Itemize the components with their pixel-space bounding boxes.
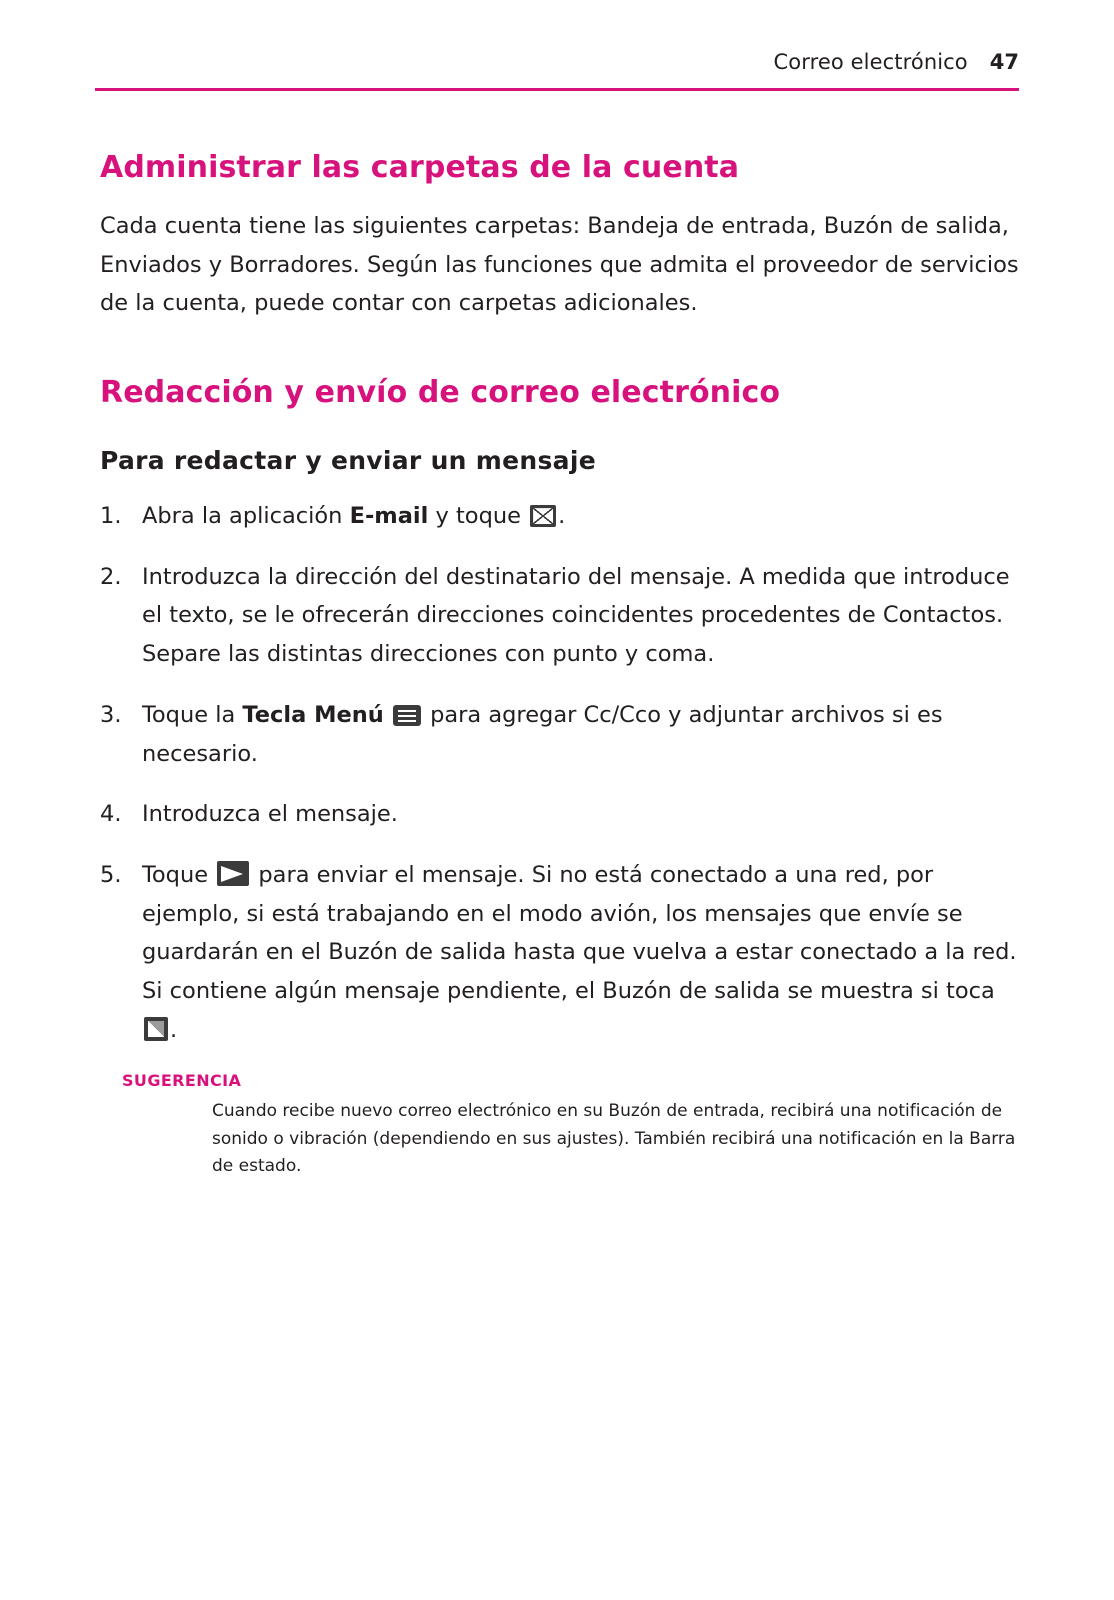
section-heading-compose-send: Redacción y envío de correo electrónico (100, 375, 781, 411)
step-continuation-end: . (170, 1016, 178, 1043)
step-text: Introduzca la dirección del destinatario del mensaje. A medida que introduce el texto, se le ofrecerán direcciones coincidentes procedentes de Contactos. Separe las distintas direcciones con punto y coma. (142, 563, 1010, 668)
page-number: 47 (989, 50, 1019, 74)
list-item (100, 795, 1019, 834)
step-text-pre: Abra la aplicación (142, 503, 350, 530)
mail-compose-icon (530, 505, 556, 527)
outbox-icon (144, 1017, 168, 1041)
list-item (100, 558, 1019, 674)
step-continuation-text: Si no está conectado a una red, por ejemplo, si está trabajando en el modo avión, los mensajes que envíe se guardarán en el Buzón de salida hasta que vuelva a estar conectado a la red. Si contiene algún mensaje pendiente, el Buzón de salida se muestra si toca (142, 861, 1017, 1004)
step-bold-email: E-mail (349, 503, 429, 530)
step-number: 4. (100, 801, 122, 828)
page-header (95, 52, 1019, 79)
step-number: 2. (100, 563, 122, 590)
tip-text: Cuando recibe nuevo correo electrónico en su Buzón de entrada, recibirá una notificación de sonido o vibración (dependiendo en sus ajustes). También recibirá una notificación en la Barra de estado. (212, 1101, 1016, 1177)
section-heading-manage-folders: Administrar las carpetas de la cuenta (100, 150, 740, 185)
header-chapter-title: Correo electrónico (773, 50, 968, 74)
step-text-post: para enviar el mensaje. (251, 861, 525, 888)
list-item (100, 856, 1019, 1049)
list-item (100, 497, 1019, 536)
step-text-mid (384, 702, 391, 728)
steps-list (100, 497, 1019, 1049)
tip-label: SUGERENCIA (122, 1071, 242, 1091)
step-bold-menu-key: Tecla Menú (242, 701, 384, 728)
step-text-post: . (558, 503, 566, 530)
tip-block (100, 1071, 1019, 1181)
step-number: 5. (100, 861, 122, 888)
step-text-mid: y toque (428, 503, 529, 530)
step-number: 1. (100, 503, 122, 530)
step-text-pre: Toque la (142, 701, 243, 728)
subsection-heading-compose: Para redactar y enviar un mensaje (100, 446, 596, 476)
header-divider (95, 88, 1019, 91)
step-text-post: para agregar Cc/Cco y adjuntar archivos si es necesario. (142, 701, 943, 767)
page-content (100, 150, 1019, 1181)
list-item (100, 696, 1019, 773)
menu-key-icon (393, 705, 421, 726)
section-paragraph-manage-folders: Cada cuenta tiene las siguientes carpetas: Bandeja de entrada, Buzón de salida, Enviados y Borradores. Según las funciones que admita el proveedor de servicios de la cuenta, puede contar con carpetas adicionales. (100, 213, 1019, 317)
send-icon (217, 861, 249, 886)
step-number: 3. (100, 701, 122, 728)
step-text: Introduzca el mensaje. (142, 801, 398, 828)
step-text-pre: Toque (142, 861, 216, 888)
